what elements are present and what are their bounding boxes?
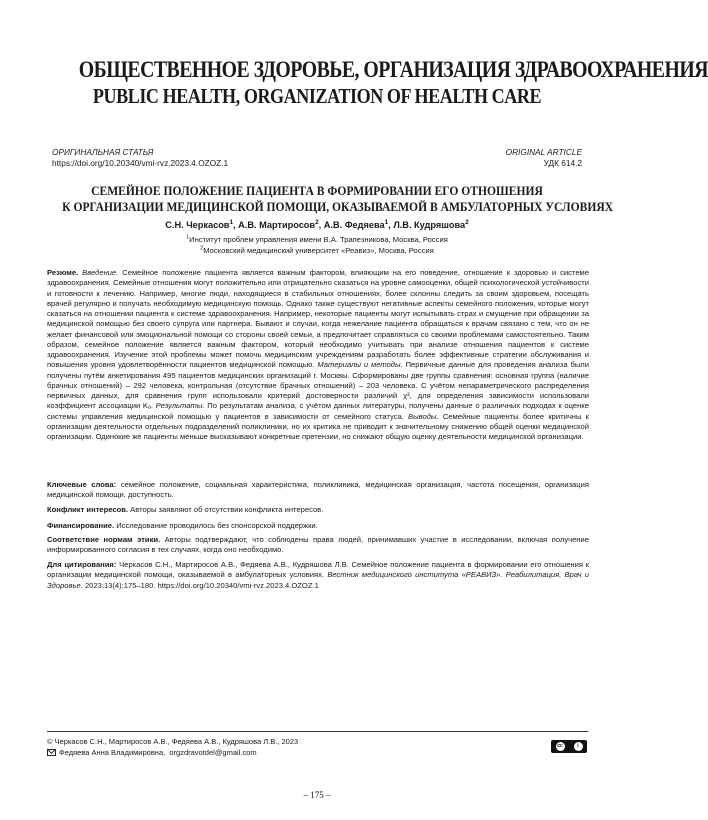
author: А.В. Мартиросов$^2$,	[238, 218, 324, 230]
conclusions-label: Выводы.	[408, 411, 439, 421]
conflict-text: Авторы заявляют об отсутствии конфликта интересов.	[130, 505, 324, 514]
results-text: По результатам анализа, с учётом данных литературы, получены данные о различных подходах к оценке системы управления медицинской помощью у пациентов в зависимости от семейного статуса.	[47, 401, 589, 421]
article-title-line: СЕМЕЙНОЕ ПОЛОЖЕНИЕ ПАЦИЕНТА В ФОРМИРОВАНИИ ЕГО ОТНОШЕНИЯ	[91, 184, 543, 198]
footer-divider	[47, 731, 588, 732]
contact-line	[47, 747, 298, 758]
ethics-label: Соответствие нормам этики.	[47, 535, 161, 544]
page-number: – 175 –	[303, 790, 331, 800]
section-title-ru: ОБЩЕСТВЕННОЕ ЗДОРОВЬЕ, ОРГАНИЗАЦИЯ ЗДРАВООХРАНЕНИЯ	[78, 57, 708, 82]
cc-icon: cc	[557, 743, 563, 749]
citation-ref[interactable]: 2023;13(4):175–180. https://doi.org/10.20340/vmi-rvz.2023.4.OZOZ.1	[84, 580, 319, 590]
contact-email[interactable]: orgzdravotdel@gmail.com	[169, 748, 257, 757]
affiliations	[40, 235, 594, 256]
intro-label: Введение.	[82, 268, 119, 277]
udk-code: УДК 614.2	[543, 158, 582, 168]
intro-text: Семейное положение пациента является важным фактором, влияющим на его поведение, отношение к здоровью и системе здравоохранения. Семейные отношения могут положительно или отрицательно сказаться на уровне самооценки, общей психологической устойчивости и готовности к лечению. Например, многие люди, находящиеся в стабильных отношениях, более склонны следить за своим здоровьем, посещать врачей регулярно и получать необходимую медицинскую помощь. Однако также существуют негативные аспекты семейного положения, которые могут сказаться на отношении пациента к системе здравоохранения. Например, некоторые пациенты могут испытывать страх и смущение при обращении за медицинской помощью без своего супруга или партнера. Бывают и случаи, когда нежелание пациента обращаться к врачам связано с тем, что он не желает финансовой или эмоциональной помощи со стороны своей семьи, а предпочитает справляться со своими проблемами самостоятельно. Таким образом, семейное положение является важным фактором, который необходимо учитывать при анализе отношения пациентов к системе здравоохранения. Изучение этой проблемы может помочь медицинским учреждениям разработать более эффективные стратегии обслуживания и повышения уровня удовлетворённости пациентов медицинской помощью.	[47, 268, 589, 370]
ethics-text: Авторы подтверждают, что соблюдены права людей, принимавших участие в исследовании, включая получение информированного согласия в тех случаях, когда оно необходимо.	[47, 535, 589, 555]
results-label: Результаты.	[155, 401, 205, 411]
methods-text: Первичные данные для проведения анализа были получены путём анкетирования 495 пациентов медицинских организаций г. Москвы. Сформированы две группы сравнения: основная группа (наличие брачных отношений) – 292 человека, контрольная (отсутствие брачных отношений) – 203 человека. С учётом непараметрического распределения первичных данных, для сравнения групп использовали критерий достоверности различий χ², для определения зависимости использовали коэффициент ассоциации Kₐ.	[47, 360, 589, 411]
author: А.В. Федяева$^1$,	[323, 218, 394, 230]
affiliation: $^2$Московский медицинский университет «Реавиз», Москва, Россия	[200, 244, 434, 255]
article-title	[62, 183, 614, 215]
citation-text: Черкасов С.Н., Мартиросов А.В., Федяева А.В., Кудряшова Л.В. Семейное положение пациента в формировании его отношения к организации медицинской помощи, оказываемой в амбулаторных условиях.	[47, 560, 589, 580]
article-type-ru: ОРИГИНАЛЬНАЯ СТАТЬЯ	[52, 147, 154, 157]
by-icon: i	[574, 742, 583, 751]
conflict-label: Конфликт интересов.	[47, 505, 129, 514]
funding-label: Финансирование.	[47, 521, 115, 530]
keywords-label: Ключевые слова:	[47, 480, 117, 489]
ethics	[47, 535, 589, 556]
footer	[47, 736, 298, 758]
article-meta-right	[506, 147, 582, 169]
citation	[47, 560, 589, 591]
conclusions-text: Семейные пациенты более критичны к организации деятельности отдельных подразделений поликлиники, но их критика не приводит к значительному снижению общей оценки медицинской организации. Одинокие же пациенты меньше высказывают конкретные претензии, но снижают общую оценку деятельности медицинской организации.	[47, 411, 589, 441]
section-title-en: PUBLIC HEALTH, ORGANIZATION OF HEALTH CARE	[92, 84, 542, 108]
doi-link[interactable]: https://doi.org/10.20340/vmi-rvz.2023.4.OZOZ.1	[52, 158, 229, 168]
author: Л.В. Кудряшова$^2$	[393, 218, 469, 230]
methods-label: Материалы и методы.	[317, 360, 403, 370]
contact-name: Федяева Анна Владимировна,	[59, 748, 166, 757]
article-title-line: К ОРГАНИЗАЦИИ МЕДИЦИНСКОЙ ПОМОЩИ, ОКАЗЫВАЕМОЙ В АМБУЛАТОРНЫХ УСЛОВИЯХ	[62, 200, 614, 214]
abstract-label: Резюме.	[47, 268, 79, 277]
article-meta-left	[52, 147, 228, 169]
conflict-of-interest	[47, 505, 589, 515]
keywords	[47, 480, 589, 501]
author-list	[40, 219, 594, 231]
citation-journal: Вестник медицинского института «РЕАВИЗ». Реабилитация, Врач и Здоровье.	[47, 570, 589, 590]
citation-label: Для цитирования:	[47, 560, 117, 569]
funding	[47, 521, 589, 531]
author: С.Н. Черкасов$^1$,	[165, 218, 239, 230]
copyright: © Черкасов С.Н., Мартиросов А.В., Федяева А.В., Кудряшова Л.В., 2023	[47, 737, 299, 746]
funding-text: Исследование проводилось без спонсорской поддержки.	[116, 521, 318, 530]
keywords-text: семейное положение, социальная характеристика, поликлиника, медицинская организация, частота посещения, организация медицинской помощи, доступность.	[47, 480, 589, 500]
affiliation: $^1$Институт проблем управления имени В.А. Трапезникова, Москва, Россия	[186, 234, 448, 244]
article-type-en: ORIGINAL ARTICLE	[505, 147, 582, 157]
abstract	[47, 268, 589, 442]
cc-by-license-icon[interactable]	[551, 740, 587, 753]
envelope-icon	[47, 749, 56, 756]
